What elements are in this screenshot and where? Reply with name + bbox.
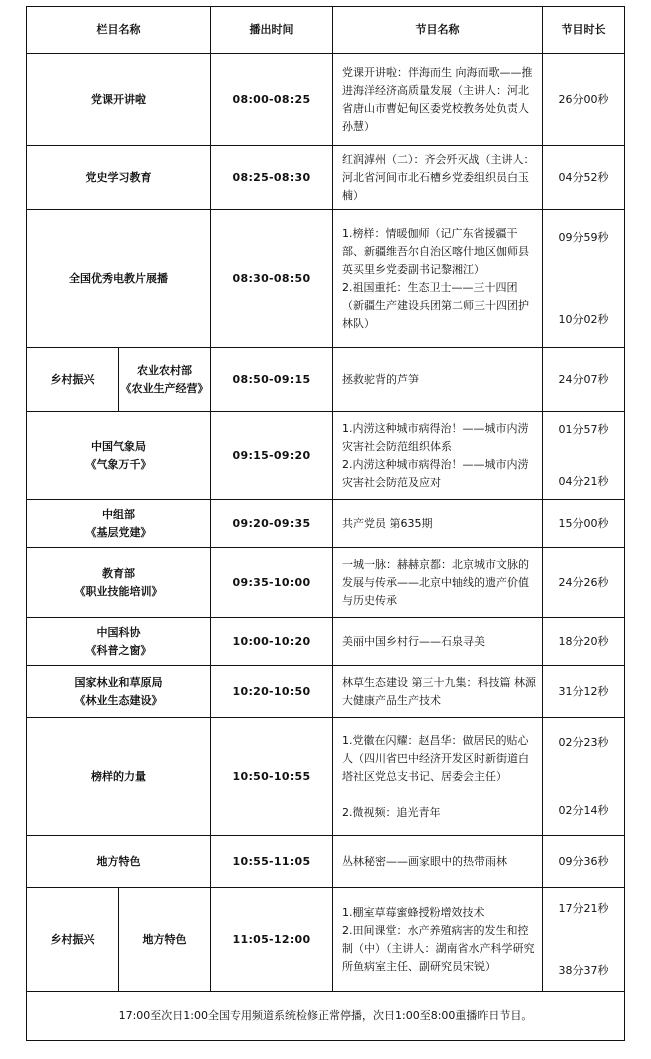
program-name: 丛林秘密——画家眼中的热带雨林	[333, 836, 543, 888]
duration: 26分00秒	[543, 54, 625, 146]
air-time: 09:20-09:35	[211, 500, 333, 548]
program-name	[333, 210, 543, 348]
duration: 09分36秒	[543, 836, 625, 888]
column-name	[27, 548, 211, 618]
program-item-1: 1.内涝这种城市病得治！——城市内涝灾害社会防范组织体系	[342, 421, 529, 453]
duration: 31分12秒	[543, 666, 625, 718]
program-item-1: 1.榜样：情暖伽师（记广东省援疆干部、新疆维吾尔自治区喀什地区伽师县英买里乡党委副书记黎湘江）	[342, 226, 529, 276]
column-line-1: 中国气象局	[91, 439, 146, 453]
duration	[543, 718, 625, 836]
table-row	[27, 210, 625, 348]
program-item-2: 2.田间课堂：水产养殖病害的发生和控制（中）（主讲人：湖南省水产科学研究所鱼病室主任、副研究员宋锐）	[342, 923, 535, 973]
duration-item-1: 02分23秒	[558, 735, 609, 749]
program-item-2: 2.微视频：追光青年	[342, 805, 441, 819]
duration-item-2: 04分21秒	[558, 474, 609, 488]
air-time: 10:20-10:50	[211, 666, 333, 718]
column-name: 党史学习教育	[27, 146, 211, 210]
duration: 15分00秒	[543, 500, 625, 548]
air-time: 08:30-08:50	[211, 210, 333, 348]
duration: 24分26秒	[543, 548, 625, 618]
table-row	[27, 412, 625, 500]
air-time: 08:00-08:25	[211, 54, 333, 146]
air-time: 10:00-10:20	[211, 618, 333, 666]
program-name: 林草生态建设 第三十九集：科技篇 林源大健康产品生产技术	[333, 666, 543, 718]
program-name: 红润滹州（二）：齐会歼灭战（主讲人：河北省河间市北石槽乡党委组织员白玉楠）	[333, 146, 543, 210]
duration-item-1: 17分21秒	[558, 901, 609, 915]
column-line-2: 《基层党建》	[85, 525, 152, 539]
program-item-2: 2.内涝这种城市病得治！——城市内涝灾害社会防范及应对	[342, 457, 529, 489]
header-duration: 节目时长	[543, 7, 625, 54]
column-line-1: 中国科协	[96, 625, 141, 639]
duration	[543, 412, 625, 500]
table-row	[27, 718, 625, 836]
table-row	[27, 618, 625, 666]
column-name	[27, 618, 211, 666]
table-row	[27, 54, 625, 146]
header-column-name: 栏目名称	[27, 7, 211, 54]
air-time: 10:55-11:05	[211, 836, 333, 888]
program-name	[333, 412, 543, 500]
table-row	[27, 836, 625, 888]
program-name: 拯救驼背的芦笋	[333, 348, 543, 412]
duration-item-2: 02分14秒	[558, 803, 609, 817]
column-name: 党课开讲啦	[27, 54, 211, 146]
column-line-2: 《气象万千》	[85, 457, 152, 471]
duration: 24分07秒	[543, 348, 625, 412]
header-air-time: 播出时间	[211, 7, 333, 54]
duration-item-1: 01分57秒	[558, 422, 609, 436]
table-row	[27, 348, 625, 412]
column-name	[27, 666, 211, 718]
table-row	[27, 888, 625, 992]
air-time: 10:50-10:55	[211, 718, 333, 836]
program-name: 共产党员 第635期	[333, 500, 543, 548]
air-time: 08:50-09:15	[211, 348, 333, 412]
sub-column-name	[119, 348, 211, 412]
table-row	[27, 500, 625, 548]
column-name: 地方特色	[27, 836, 211, 888]
spacer	[342, 786, 536, 804]
column-line-2: 《科普之窗》	[85, 643, 152, 657]
table-row	[27, 548, 625, 618]
duration-item-1: 09分59秒	[558, 230, 609, 244]
program-item-1: 1.党徽在闪耀：赵昌华：做居民的贴心人（四川省巴中经济开发区时新街道白塔社区党总支书记、居委会主任）	[342, 733, 529, 783]
air-time: 09:35-10:00	[211, 548, 333, 618]
footer-row	[27, 992, 625, 1041]
table-row	[27, 666, 625, 718]
duration	[543, 210, 625, 348]
duration-item-2: 38分37秒	[558, 963, 609, 977]
column-name: 全国优秀电教片展播	[27, 210, 211, 348]
column-line-2: 《林业生态建设》	[74, 693, 163, 707]
program-name: 一城一脉：赫赫京都：北京城市文脉的发展与传承——北京中轴线的遗产价值与历史传承	[333, 548, 543, 618]
header-program-name: 节目名称	[333, 7, 543, 54]
sub-column-name: 地方特色	[119, 888, 211, 992]
schedule-table	[26, 6, 625, 1041]
column-line-1: 国家林业和草原局	[74, 675, 163, 689]
sub-column-line-1: 农业农村部	[137, 363, 192, 377]
column-line-2: 《职业技能培训》	[74, 584, 163, 598]
column-line-1: 中组部	[102, 507, 135, 521]
program-name	[333, 888, 543, 992]
column-name: 乡村振兴	[27, 348, 119, 412]
program-name: 党课开讲啦：伴海而生 向海而歌——推进海洋经济高质量发展（主讲人：河北省唐山市曹妃甸区委党校教务处负责人孙慧）	[333, 54, 543, 146]
program-item-2: 2.祖国重托：生态卫士——三十四团（新疆生产建设兵团第二师三十四团护林队）	[342, 280, 529, 330]
table-row	[27, 146, 625, 210]
air-time: 11:05-12:00	[211, 888, 333, 992]
column-name	[27, 412, 211, 500]
footer-note: 17:00至次日1:00全国专用频道系统检修正常停播，次日1:00至8:00重播昨日节目。	[27, 992, 625, 1041]
program-name	[333, 718, 543, 836]
program-name: 美丽中国乡村行——石泉寻美	[333, 618, 543, 666]
duration: 18分20秒	[543, 618, 625, 666]
column-name: 榜样的力量	[27, 718, 211, 836]
column-line-1: 教育部	[102, 566, 135, 580]
duration-item-2: 10分02秒	[558, 312, 609, 326]
air-time: 08:25-08:30	[211, 146, 333, 210]
air-time: 09:15-09:20	[211, 412, 333, 500]
column-name	[27, 500, 211, 548]
duration	[543, 888, 625, 992]
program-item-1: 1.棚室草莓蜜蜂授粉增效技术	[342, 905, 485, 919]
column-name: 乡村振兴	[27, 888, 119, 992]
duration: 04分52秒	[543, 146, 625, 210]
sub-column-line-2: 《农业生产经营》	[120, 381, 209, 395]
header-row	[27, 7, 625, 54]
